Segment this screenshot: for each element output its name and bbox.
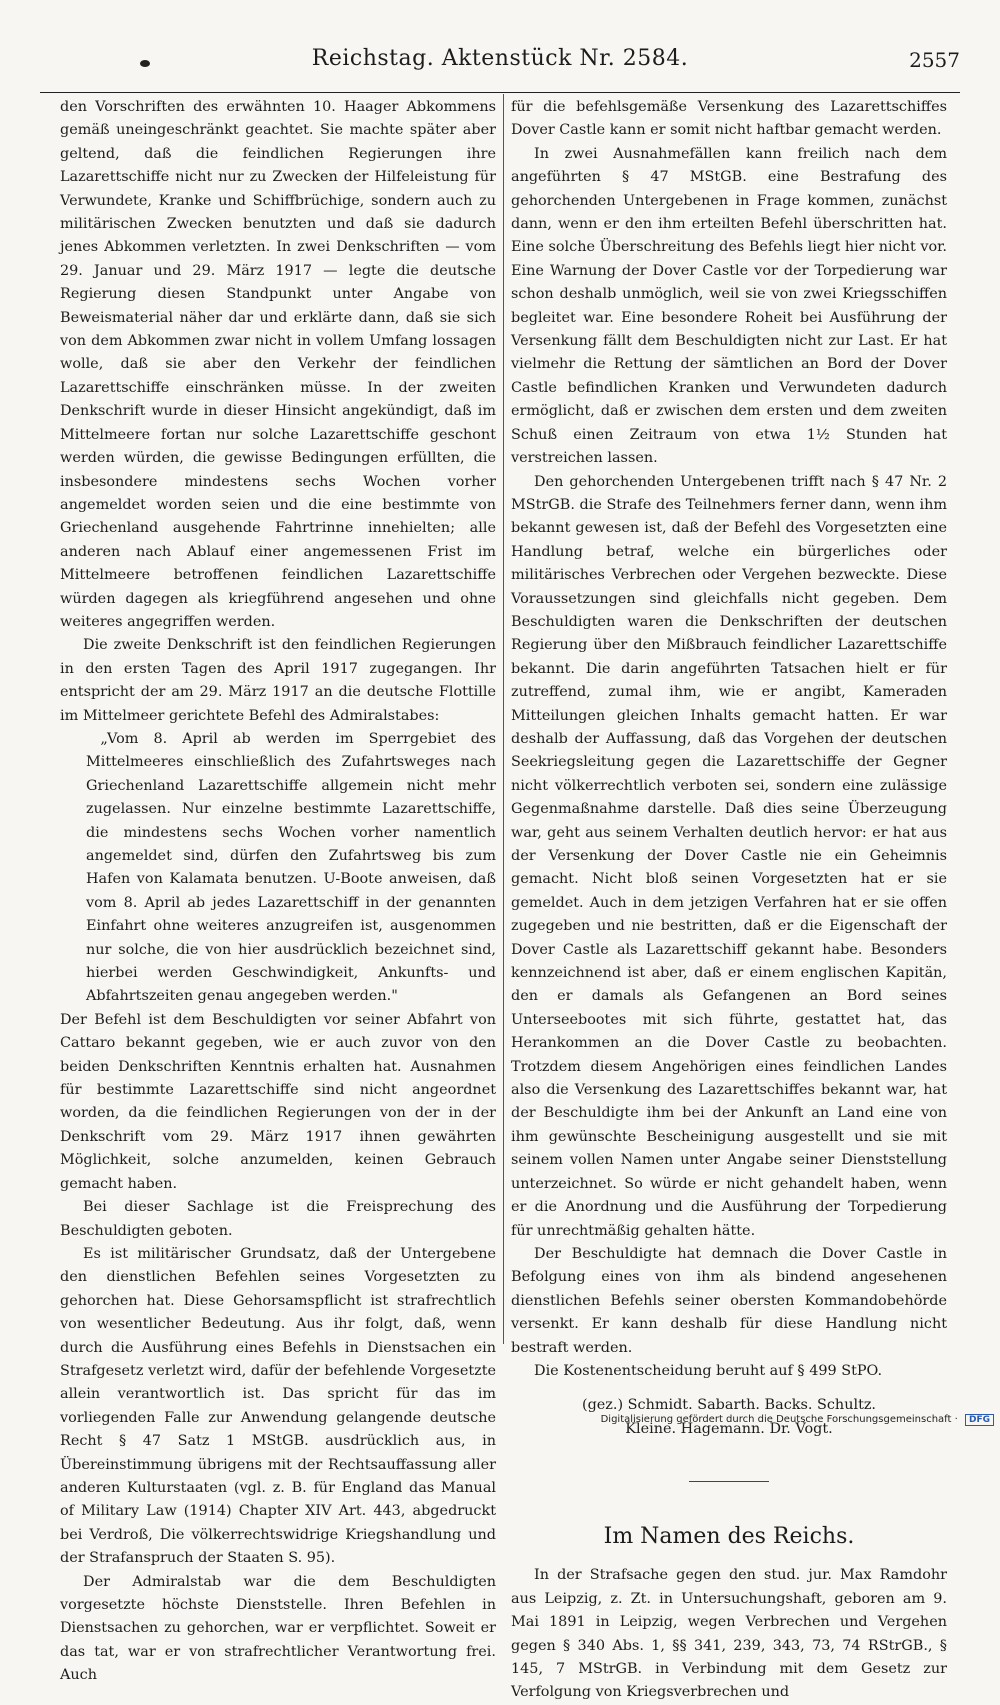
section-separator — [689, 1481, 769, 1482]
left-column — [60, 96, 496, 1688]
paragraph: Die Kostenentscheidung beruht auf § 499 StPO. — [534, 1362, 883, 1379]
dfg-logo-icon: DFG — [965, 1414, 994, 1426]
paragraph: für die befehlsgemäße Versenkung des Lazarettschiffes Dover Castle kann er somit nicht haftbar gemacht werden. — [511, 99, 947, 139]
page-header — [40, 30, 960, 90]
quoted-order: „Vom 8. April ab werden im Sperrgebiet des Mittelmeeres einschließlich des Zufahrtsweges nach Griechenland Lazarettschiffe allgemein nicht mehr zugelassen. Nur einzelne bestimmte Lazarettschiffe, die mindestens sechs Wochen vorher namentlich angemeldet sind, dürfen den Zufahrtsweg bis zum Hafen von Kalamata benutzen. U-Boote anweisen, daß vom 8. April ab jedes Lazarettschiff in der genannten Einfahrt ohne weiteres anzugreifen ist, ausgenommen nur solche, die von hier ausdrücklich bezeichnet sind, hierbei werden Geschwindigkeit, Ankunfts- und Abfahrtszeiten genau angegeben werden." — [86, 730, 496, 1005]
paragraph: Die zweite Denkschrift ist den feindlichen Regierungen in den ersten Tagen des April 1917 zugegangen. Ihr entspricht der am 29. März 1917 an die deutsche Flottille im Mittelmeer gerichtete Befehl des Admiralstabes: — [60, 637, 496, 724]
paragraph: Der Admiralstab war die dem Beschuldigten vorgesetzte höchste Dienststelle. Ihren Befehlen in Dienstsachen zu gehorchen, war er verpflichtet. Soweit er das tat, war er von strafrechtlicher Verantwortung frei. Auch — [60, 1573, 496, 1684]
paragraph: Bei dieser Sachlage ist die Freisprechung des Beschuldigten geboten. — [60, 1199, 496, 1239]
paragraph: In zwei Ausnahmefällen kann freilich nach dem angeführten § 47 MStGB. eine Bestrafung des gehorchenden Untergebenen in Frage kommen, zunächst dann, wenn er den ihm erteilten Befehl überschritten hat. Eine solche Überschreitung des Befehls liegt hier nicht vor. Eine Warnung der Dover Castle vor der Torpedierung war schon deshalb unmöglich, weil sie von zwei Kriegsschiffen begleitet war. Eine besondere Roheit bei Ausführung der Versenkung fällt dem Beschuldigten nicht zur Last. Er hat vielmehr die Rettung der sämtlichen an Bord der Dover Castle befindlichen Kranken und Verwundeten dadurch ermöglicht, daß er zwischen dem ersten und dem zweiten Schuß einen Zeitraum von etwa 1½ Stunden hat verstreichen lassen. — [511, 145, 947, 467]
signature-line: (gez.) Schmidt. Sabarth. Backs. Schultz. — [581, 1397, 877, 1414]
section-heading: Im Namen des Reichs. — [603, 1524, 855, 1550]
paragraph: Es ist militärischer Grundsatz, daß der Untergebene den dienstlichen Befehlen seines Vorgesetzten zu gehorchen hat. Diese Gehorsamspflicht ist strafrechtlich von wesentlicher Bedeutung. Aus ihr folgt, daß, wenn durch die Ausführung eines Befehls in Dienstsachen ein Strafgesetz verletzt wird, dafür der befehlende Vorgesetzte allein verantwortlich ist. Das spricht für das im vorliegenden Falle zur Anwendung gelangende deutsche Recht § 47 Satz 1 MStGB. ausdrücklich aus, in Übereinstimmung übrigens mit der Rechtsauffassung aller anderen Kulturstaaten (vgl. z. B. für England das Manual of Military Law (1914) Chapter XIV Art. 443, abgedruckt bei Verdroß, Die völkerrechtswidrige Kriegshandlung und der Strafanspruch der Staaten S. 95). — [60, 1245, 496, 1567]
signature-line: Kleine. Hagemann. Dr. Vogt. — [625, 1421, 833, 1438]
paragraph: Der Befehl ist dem Beschuldigten vor seiner Abfahrt von Cattaro bekannt gegeben, wie er auch zuvor von den beiden Denkschriften Kenntnis erhalten hat. Ausnahmen für bestimmte Lazarettschiffe sind nicht angeordnet worden, da die feindlichen Regierungen von der in der Denkschrift vom 29. März 1917 ihnen gewährten Möglichkeit, solche anzumelden, keinen Gebrauch gemacht haben. — [60, 1011, 496, 1192]
paragraph: In der Strafsache gegen den stud. jur. Max Ramdohr aus Leipzig, z. Zt. in Untersuchungshaft, geboren am 9. Mai 1891 in Leipzig, wegen Verbrechen und Vergehen gegen § 340 Abs. 1, §§ 341, 239, 343, 73, 74 RStrGB., § 145, 7 MStrGB. in Verbindung mit dem Gesetz zur Verfolgung von Kriegsverbrechen und — [511, 1567, 947, 1701]
right-column — [511, 96, 947, 1705]
footer-text: Digitalisierung gefördert durch die Deutsche Forschungsgemeinschaft · — [600, 1414, 958, 1425]
paragraph: Der Beschuldigte hat demnach die Dover Castle in Befolgung eines von ihm als bindend angesehenen dienstlichen Befehls seiner obersten Kommandobehörde versenkt. Er kann deshalb für diese Handlung nicht bestraft werden. — [511, 1245, 947, 1356]
page-title: Reichstag. Aktenstück Nr. 2584. — [311, 46, 689, 71]
header-rule — [40, 92, 960, 93]
column-divider — [503, 94, 504, 1344]
paragraph: den Vorschriften des erwähnten 10. Haager Abkommens gemäß uneingeschränkt geachtet. Sie machte später aber geltend, daß die feindlichen Regierungen ihre Lazarettschiffe nicht nur zu Zwecken der Hilfeleistung für Verwundete, Kranke und Schiffbrüchige, sondern auch zu militärischen Zwecken benutzten und daß sie dadurch jenes Abkommen verletzten. In zwei Denkschriften — vom 29. Januar und 29. März 1917 — legte die deutsche Regierung diesen Standpunkt unter Angabe von Beweismaterial näher dar und erklärte dann, daß sie sich von dem Abkommen zwar nicht in vollem Umfang lossagen wolle, daß sie aber den Verkehr der feindlichen Lazarettschiffe einschränken müsse. In der zweiten Denkschrift wurde in dieser Hinsicht angekündigt, daß im Mittelmeere fortan nur solche Lazarettschiffe geschont werden würden, die gewisse Bedingungen erfüllten, die insbesondere mindestens sechs Wochen vorher angemeldet worden seien und die eine bestimmte von Griechenland ausgehende Fahrtrinne innehielten; alle anderen nach Ablauf einer angemessenen Frist im Mittelmeere betroffenen feindlichen Lazarettschiffe würden dagegen als kriegführend angesehen und ohne weiteres angegriffen werden. — [60, 99, 496, 630]
footer-credit — [601, 1414, 994, 1426]
paragraph: Den gehorchenden Untergebenen trifft nach § 47 Nr. 2 MStrGB. die Strafe des Teilnehmers ferner dann, wenn ihm bekannt gewesen ist, daß der Befehl des Vorgesetzten eine Handlung betraf, welche ein bürgerliches oder militärisches Verbrechen oder Vergehen bezweckte. Diese Voraussetzungen sind gleichfalls nicht gegeben. Dem Beschuldigten waren die Denkschriften der deutschen Regierung über den Mißbrauch feindlicher Lazarettschiffe bekannt. Die darin angeführten Tatsachen hielt er für zutreffend, zumal ihm, wie er angibt, Kameraden Mitteilungen gleichen Inhalts gemacht hatten. Er war deshalb der Auffassung, daß das Vorgehen der deutschen Seekriegsleitung gegen die Lazarettschiffe der Gegner nicht völkerrechtlich verboten sei, sondern eine zulässige Gegenmaßnahme darstelle. Daß dies seine Überzeugung war, geht aus seinem Verhalten deutlich hervor: er hat aus der Versenkung der Dover Castle nie ein Geheimnis gemacht. Nicht bloß seinen Vorgesetzten hat er sie gemeldet. Auch in dem jetzigen Verfahren hat er sie offen zugegeben und nie bestritten, daß er die Eigenschaft der Dover Castle als Lazarettschiff gekannt habe. Besonders kennzeichnend ist aber, daß er einem englischen Kapitän, den er damals als Gefangenen an Bord seines Unterseebootes mit sich führte, gestattet hat, das Herankommen an die Dover Castle zu beobachten. Trotzdem diesem Angehörigen eines feindlichen Landes also die Versenkung des Lazarettschiffes bekannt war, hat der Beschuldigte ihm bei der Ankunft an Land eine von ihm gewünschte Bescheinigung ausgestellt und sie mit seinem vollen Namen unter Angabe seiner Dienststellung unterzeichnet. So würde er nicht gehandelt haben, wenn er die Anordnung und die Ausführung der Torpedierung für unrechtmäßig gehalten hätte. — [511, 473, 947, 1239]
page-number: 2557 — [909, 48, 960, 72]
